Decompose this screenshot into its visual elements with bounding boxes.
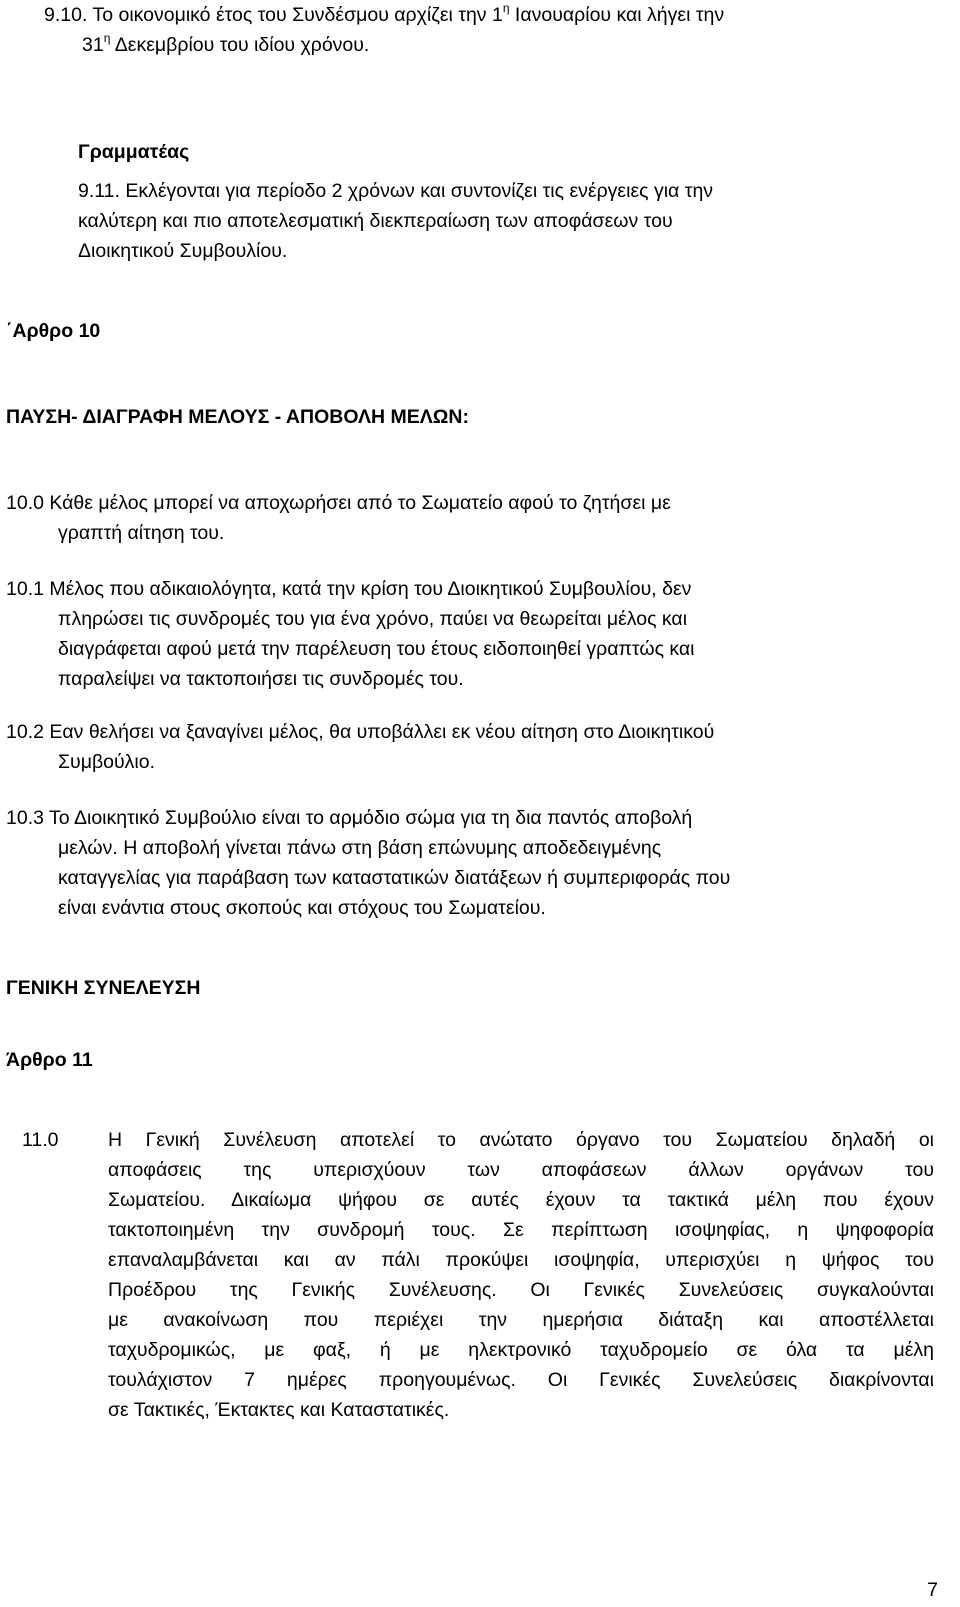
paragraph-line: είναι ενάντια στους σκοπούς και στόχους του Σωματείου.: [58, 897, 546, 919]
article-10-title: [6, 316, 100, 346]
article-11-title: [6, 1045, 93, 1075]
paragraph-line: Η Γενική Συνέλευση αποτελεί το ανώτατο όργανο του Σωματείου δηλαδή οι: [108, 1129, 934, 1151]
paragraph-line: παραλείψει να τακτοποιήσει τις συνδρομές του.: [58, 668, 464, 690]
paragraph-line: τουλάχιστον 7 ημέρες προηγουμένως. Οι Γενικές Συνελεύσεις διακρίνονται: [108, 1369, 934, 1391]
paragraph-11-0: [108, 1125, 934, 1425]
superscript: η: [502, 0, 510, 15]
paragraph-line: ταχυδρομικώς, με φαξ, ή με ηλεκτρονικό ταχυδρομείο σε όλα τα μέλη: [108, 1339, 934, 1361]
text-segment: 31: [82, 34, 104, 56]
paragraph-line: 10.1 Μέλος που αδικαιολόγητα, κατά την κρίση του Διοικητικού Συμβουλίου, δεν: [6, 578, 692, 600]
paragraph-11-0-number: [22, 1125, 59, 1155]
heading-text: Γραμματέας: [78, 141, 190, 163]
paragraph-line: [44, 30, 724, 60]
paragraph-number: 11.0: [22, 1129, 59, 1151]
paragraph-line: επαναλαμβάνεται και αν πάλι προκύψει ισοψηφία, υπερισχύει η ψήφος του: [108, 1249, 934, 1271]
paragraph-line: 10.0 Κάθε μέλος μπορεί να αποχωρήσει από το Σωματείο αφού το ζητήσει με: [6, 492, 671, 514]
heading-text: ΓΕΝΙΚΗ ΣΥΝΕΛΕΥΣΗ: [6, 977, 201, 999]
paragraph-line: πληρώσει τις συνδρομές του για ένα χρόνο, παύει να θεωρείται μέλος και: [58, 608, 688, 630]
paragraph-line: γραπτή αίτηση του.: [58, 522, 225, 544]
paragraph-line: 10.2 Εαν θελήσει να ξαναγίνει μέλος, θα υποβάλλει εκ νέου αίτηση στο Διοικητικού: [6, 721, 715, 743]
paragraph-line: αποφάσεις της υπερισχύουν των αποφάσεων άλλων οργάνων του: [108, 1159, 934, 1181]
paragraph-line: Προέδρου της Γενικής Συνέλευσης. Οι Γενικές Συνελεύσεις συγκαλούνται: [108, 1279, 934, 1301]
heading-text: Άρθρο 11: [6, 1049, 93, 1071]
heading-text: ΠΑΥΣΗ- ΔΙΑΓΡΑΦΗ ΜΕΛΟΥΣ - ΑΠΟΒΟΛΗ ΜΕΛΩΝ:: [6, 406, 469, 428]
paragraph-line: 10.3 Το Διοικητικό Συμβούλιο είναι το αρμόδιο σώμα για τη δια παντός αποβολή: [6, 807, 693, 829]
paragraph-line: [44, 0, 724, 30]
paragraph-line: καταγγελίας για παράβαση των καταστατικών διατάξεων ή συμπεριφοράς που: [58, 867, 731, 889]
paragraph-line: καλύτερη και πιο αποτελεσματική διεκπεραίωση των αποφάσεων του: [78, 210, 673, 232]
paragraph-line: Σωματείου. Δικαίωμα ψήφου σε αυτές έχουν τα τακτικά μέλη που έχουν: [108, 1189, 934, 1211]
text-segment: Δεκεμβρίου του ιδίου χρόνου.: [110, 34, 370, 56]
paragraph-10-0: [6, 488, 671, 548]
paragraph-line: Συμβούλιο.: [58, 751, 156, 773]
paragraph-line: μελών. Η αποβολή γίνεται πάνω στη βάση επώνυμης αποδεδειγμένης: [58, 837, 662, 859]
paragraph-line: τακτοποιημένη την συνδρομή τους. Σε περίπτωση ισοψηφίας, η ψηφοφορία: [108, 1219, 934, 1241]
section-heading-general-assembly: [6, 973, 200, 1003]
paragraph-line: Διοικητικού Συμβουλίου.: [78, 240, 288, 262]
paragraph-10-3: [6, 803, 730, 923]
paragraph-line: διαγράφεται αφού μετά την παρέλευση του έτους ειδοποιηθεί γραπτώς και: [58, 638, 695, 660]
text-segment: Ιανουαρίου και λήγει την: [509, 4, 725, 26]
page-number: 7: [927, 1579, 938, 1601]
paragraph-9-11: [78, 176, 713, 266]
heading-text: ΄Αρθρο 10: [6, 320, 101, 342]
paragraph-line: 9.11. Εκλέγονται για περίοδο 2 χρόνων και συντονίζει τις ενέργειες για την: [78, 180, 714, 202]
superscript: η: [103, 30, 111, 45]
paragraph-line: με ανακοίνωση που περιέχει την ημερήσια διάταξη και αποστέλλεται: [108, 1309, 934, 1331]
text-segment: 9.10. Το οικονομικό έτος του Συνδέσμου αρχίζει την 1: [44, 4, 503, 26]
paragraph-9-10: [44, 0, 724, 60]
section-heading-secretary: [78, 137, 189, 167]
article-10-subtitle: [6, 402, 469, 432]
paragraph-10-2: [6, 717, 714, 777]
paragraph-10-1: [6, 574, 695, 694]
paragraph-line: σε Τακτικές, Έκτακτες και Καταστατικές.: [108, 1399, 450, 1421]
